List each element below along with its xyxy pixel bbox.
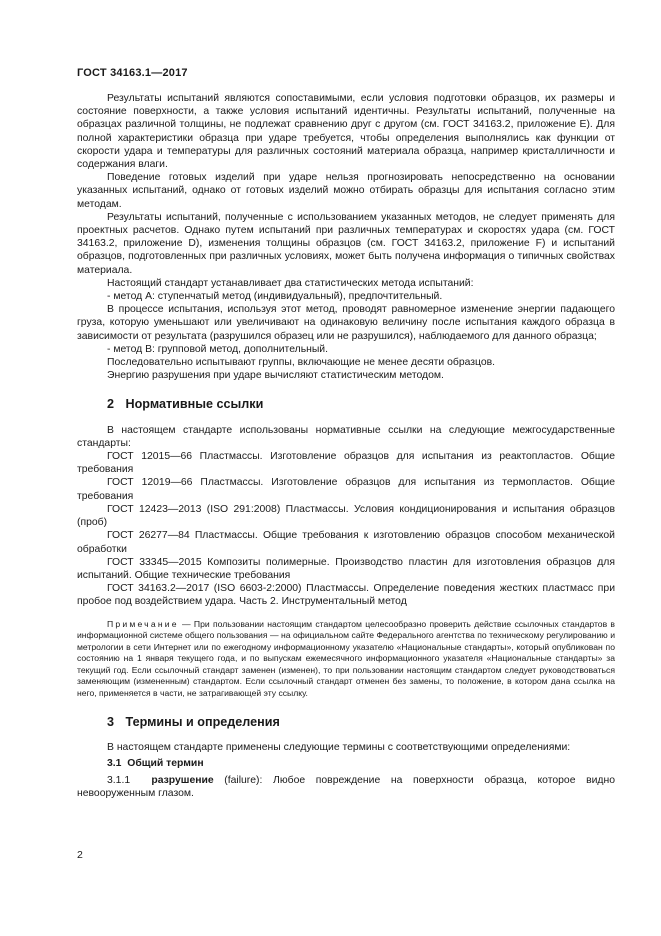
subsection-3-1-heading <box>107 757 615 770</box>
intro-paragraph-4: Настоящий стандарт устанавливает два статистических метода испытаний: <box>107 277 474 289</box>
section-3-heading <box>107 716 615 729</box>
reference-item: ГОСТ 26277—84 Пластмассы. Общие требования к изготовлению образцов способом механической обработки <box>77 530 615 555</box>
method-a-item: - метод А: ступенчатый метод (индивидуальный), предпочтительный. <box>107 291 443 303</box>
intro-paragraph-2: Поведение готовых изделий при ударе нельзя прогнозировать непосредственно на основании указанных испытаний, однако от готовых изделий можно отбирать образцы для испытания согласно этим методам. <box>77 172 615 210</box>
note-label: Примечание <box>107 618 179 629</box>
reference-item: ГОСТ 12019—66 Пластмассы. Изготовление образцов для испытания из термопластов. Общие требования <box>77 477 615 502</box>
term-english: (failure): <box>213 775 263 787</box>
section-2-title: Нормативные ссылки <box>125 397 264 412</box>
term-name: разрушение <box>151 775 214 787</box>
section-3-lead: В настоящем стандарте применены следующие термины с соответствующими определениями: <box>107 741 571 753</box>
intro-paragraph-1: Результаты испытаний являются сопоставимыми, если условия подготовки образцов, их размеры и состояние поверхности, а также условия испытаний идентичны. Результаты испытаний, полученные на образцах различной толщины, не подлежат сравнению друг с другом (см. ГОСТ 34163.2, приложение Е). Для полной характеристики образца при ударе требуется, чтобы определения выполнялись как функции от скорости удара и температуры для различных состояний материала образца, например кристалличности и содержания влаги. <box>77 93 615 171</box>
subsection-number: 3.1 <box>107 758 122 770</box>
page-header: ГОСТ 34163.1—2017 <box>77 67 188 79</box>
section-2-number: 2 <box>107 397 115 412</box>
section-2-note <box>77 619 615 700</box>
page-body <box>77 92 615 801</box>
reference-item: ГОСТ 33345—2015 Композиты полимерные. Производство пластин для изготовления образцов для испытаний. Общие технические требования <box>77 556 615 581</box>
method-b-item: - метод В: групповой метод, дополнительный. <box>107 343 329 355</box>
reference-item: ГОСТ 34163.2—2017 (ISO 6603-2:2000) Пластмассы. Определение поведения жестких пластмасс при пробое под воздействием удара. Часть 2. Инструментальный метод <box>77 583 615 608</box>
term-text: Любое повреждение на поверхности образца, которое видно невооруженным глазом. <box>77 775 615 800</box>
term-definition <box>77 774 615 800</box>
subsection-title: Общий термин <box>127 758 204 770</box>
section-3-title: Термины и определения <box>125 714 280 729</box>
intro-paragraph-8: Последовательно испытывают группы, включающие не менее десяти образцов. <box>107 357 496 369</box>
note-text: — При пользовании настоящим стандартом целесообразно проверить действие ссылочных стандартов в информационной системе общего пользования — на официальном сайте Федерального агентства по техническому регулированию и метрологии в сети Интернет или по ежегодному информационному указателю «Национальные стандарты», который опубликован по состоянию на 1 января текущего года, и по выпускам ежемесячного информационного указателя «Национальные стандарты» за текущий год. Если ссылочный стандарт заменен (изменен), то при пользовании настоящим стандартом следует руководствоваться заменяющим (измененным) стандартом. Если ссылочный стандарт отменен без замены, то положение, в котором дана ссылка на него, применяется в части, не затрагивающей эту ссылку. <box>77 618 615 699</box>
intro-paragraph-3: Результаты испытаний, полученные с использованием указанных методов, не следует применять для проектных расчетов. Однако путем испытаний при различных температурах и скоростях удара (см. ГОСТ 34163.2, приложение D), изменения толщины образцов (см. ГОСТ 34163.2, приложение F) и испытаний образцов, подготовленных при различных условиях, может быть получена информация о типичных свойствах материала. <box>77 211 615 276</box>
section-2-lead: В настоящем стандарте использованы нормативные ссылки на следующие межгосударственные стандарты: <box>77 424 615 449</box>
term-number: 3.1.1 <box>107 775 131 787</box>
intro-paragraph-6: В процессе испытания, используя этот метод, проводят равномерное изменение энергии падающего груза, которую уменьшают или увеличивают на одинаковую величину после испытания каждого образца в зависимости от результата (разрушился образец или не разрушился), наблюдаемого для данного образца; <box>77 304 615 342</box>
reference-item: ГОСТ 12423—2013 (ISO 291:2008) Пластмассы. Условия кондиционирования и испытания образцов (проб) <box>77 503 615 529</box>
section-3-number: 3 <box>107 714 115 729</box>
intro-paragraph-9: Энергию разрушения при ударе вычисляют статистическим методом. <box>107 370 444 382</box>
reference-item: ГОСТ 12015—66 Пластмассы. Изготовление образцов для испытания из реактопластов. Общие требования <box>77 451 615 476</box>
section-2-heading <box>107 398 615 411</box>
page-number: 2 <box>77 849 83 861</box>
